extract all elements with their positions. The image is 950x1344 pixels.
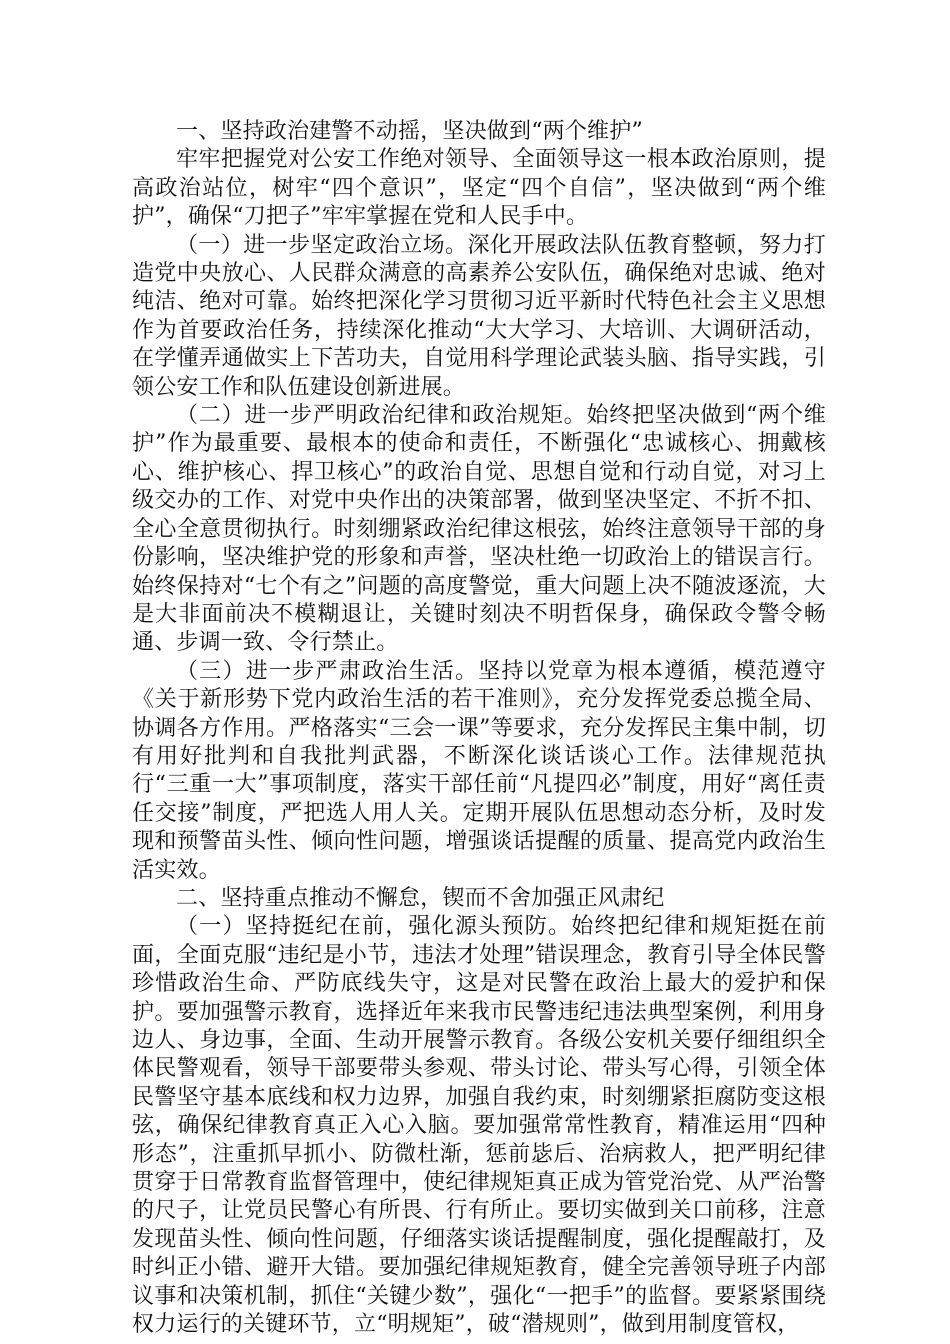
body-paragraph: （三）进一步严肃政治生活。坚持以党章为根本遵循，模范遵守《关于新形势下党内政治生活的若干准则》，充分发挥党委总揽全局、协调各方作用。严格落实“三会一课”等要求，充分发挥民主集中制，切有用好批判和自我批判武器，不断深化谈话谈心工作。法律规范执行“三重一大”事项制度，落实干部任前“凡提四必”制度，用好“离任责任交接”制度，严把选人用人关。定期开展队伍思想动态分析，及时发现和预警苗头性、倾向性问题，增强谈话提醒的质量、提高党内政治生活实效。 [132, 658, 826, 883]
body-paragraph: 牢牢把握党对公安工作绝对领导、全面领导这一根本政治原则，提高政治站位，树牢“四个意识”，坚定“四个自信”，坚决做到“两个维护”，确保“刀把子”牢牢掌握在党和人民手中。 [132, 147, 826, 230]
body-paragraph: （一）坚持挺纪在前，强化源头预防。始终把纪律和规矩挺在前面，全面克服“违纪是小节，违法才处理”错误理念，教育引导全体民警珍惜政治生命、严防底线失守，这是对民警在政治上最大的爱护和保护。要加强警示教育，选择近年来我市民警违纪违法典型案例，利用身边人、身边事，全面、生动开展警示教育。各级公安机关要仔细组织全体民警观看，领导干部要带头参观、带头讨论、带头写心得，引领全体民警坚守基本底线和权力边界，加强自我约束，时刻绷紧拒腐防变这根弦，确保纪律教育真正入心入脑。要加强常常性教育，精准运用“四种形态”，注重抓早抓小、防微杜渐，惩前毖后、治病救人，把严明纪律贯穿于日常教育监督管理中，使纪律规矩真正成为管党治党、从严治警的尺子，让党员民警心有所畏、行有所止。要切实做到关口前移，注意发现苗头性、倾向性问题，仔细落实谈话提醒制度，强化提醒敲打，及时纠正小错、避开大错。要加强纪律规矩教育，健全完善领导班子内部议事和决策机制，抓住“关键少数”，强化“一把手”的监督。要紧紧围绕权力运行的关键环节，立“明规矩”，破“潜规则”，做到用制度管权， [132, 914, 826, 1338]
section-heading-1: 一、坚持政治建警不动摇，坚决做到“两个维护” [176, 119, 643, 144]
section-heading-2: 二、坚持重点推动不懈怠，锲而不舍加强正风肃纪 [176, 885, 665, 911]
body-paragraph: （二）进一步严明政治纪律和政治规矩。始终把坚决做到“两个维护”作为最重要、最根本的使命和责任，不断强化“忠诚核心、拥戴核心、维护核心、捍卫核心”的政治自觉、思想自觉和行动自觉，对习上级交办的工作、对党中央作出的决策部署，做到坚决坚定、不折不扣、全心全意贯彻执行。时刻绷紧政治纪律这根弦，始终注意领导干部的身份影响，坚决维护党的形象和声誉，坚决杜绝一切政治上的错误言行。始终保持对“七个有之”问题的高度警觉，重大问题上决不随波逐流，大是大非面前决不模糊退让，关键时刻决不明哲保身，确保政令警令畅通、步调一致、令行禁止。 [132, 403, 826, 656]
body-paragraph: （一）进一步坚定政治立场。深化开展政法队伍教育整顿，努力打造党中央放心、人民群众满意的高素养公安队伍，确保绝对忠诚、绝对纯洁、绝对可靠。始终把深化学习贯彻习近平新时代特色社会主义思想作为首要政治任务，持续深化推动“大大学习、大培训、大调研活动，在学懂弄通做实上下苦功夫，自觉用科学理论武装头脑、指导实践，引领公安工作和队伍建设创新进展。 [132, 232, 826, 400]
document-body [132, 118, 826, 1339]
